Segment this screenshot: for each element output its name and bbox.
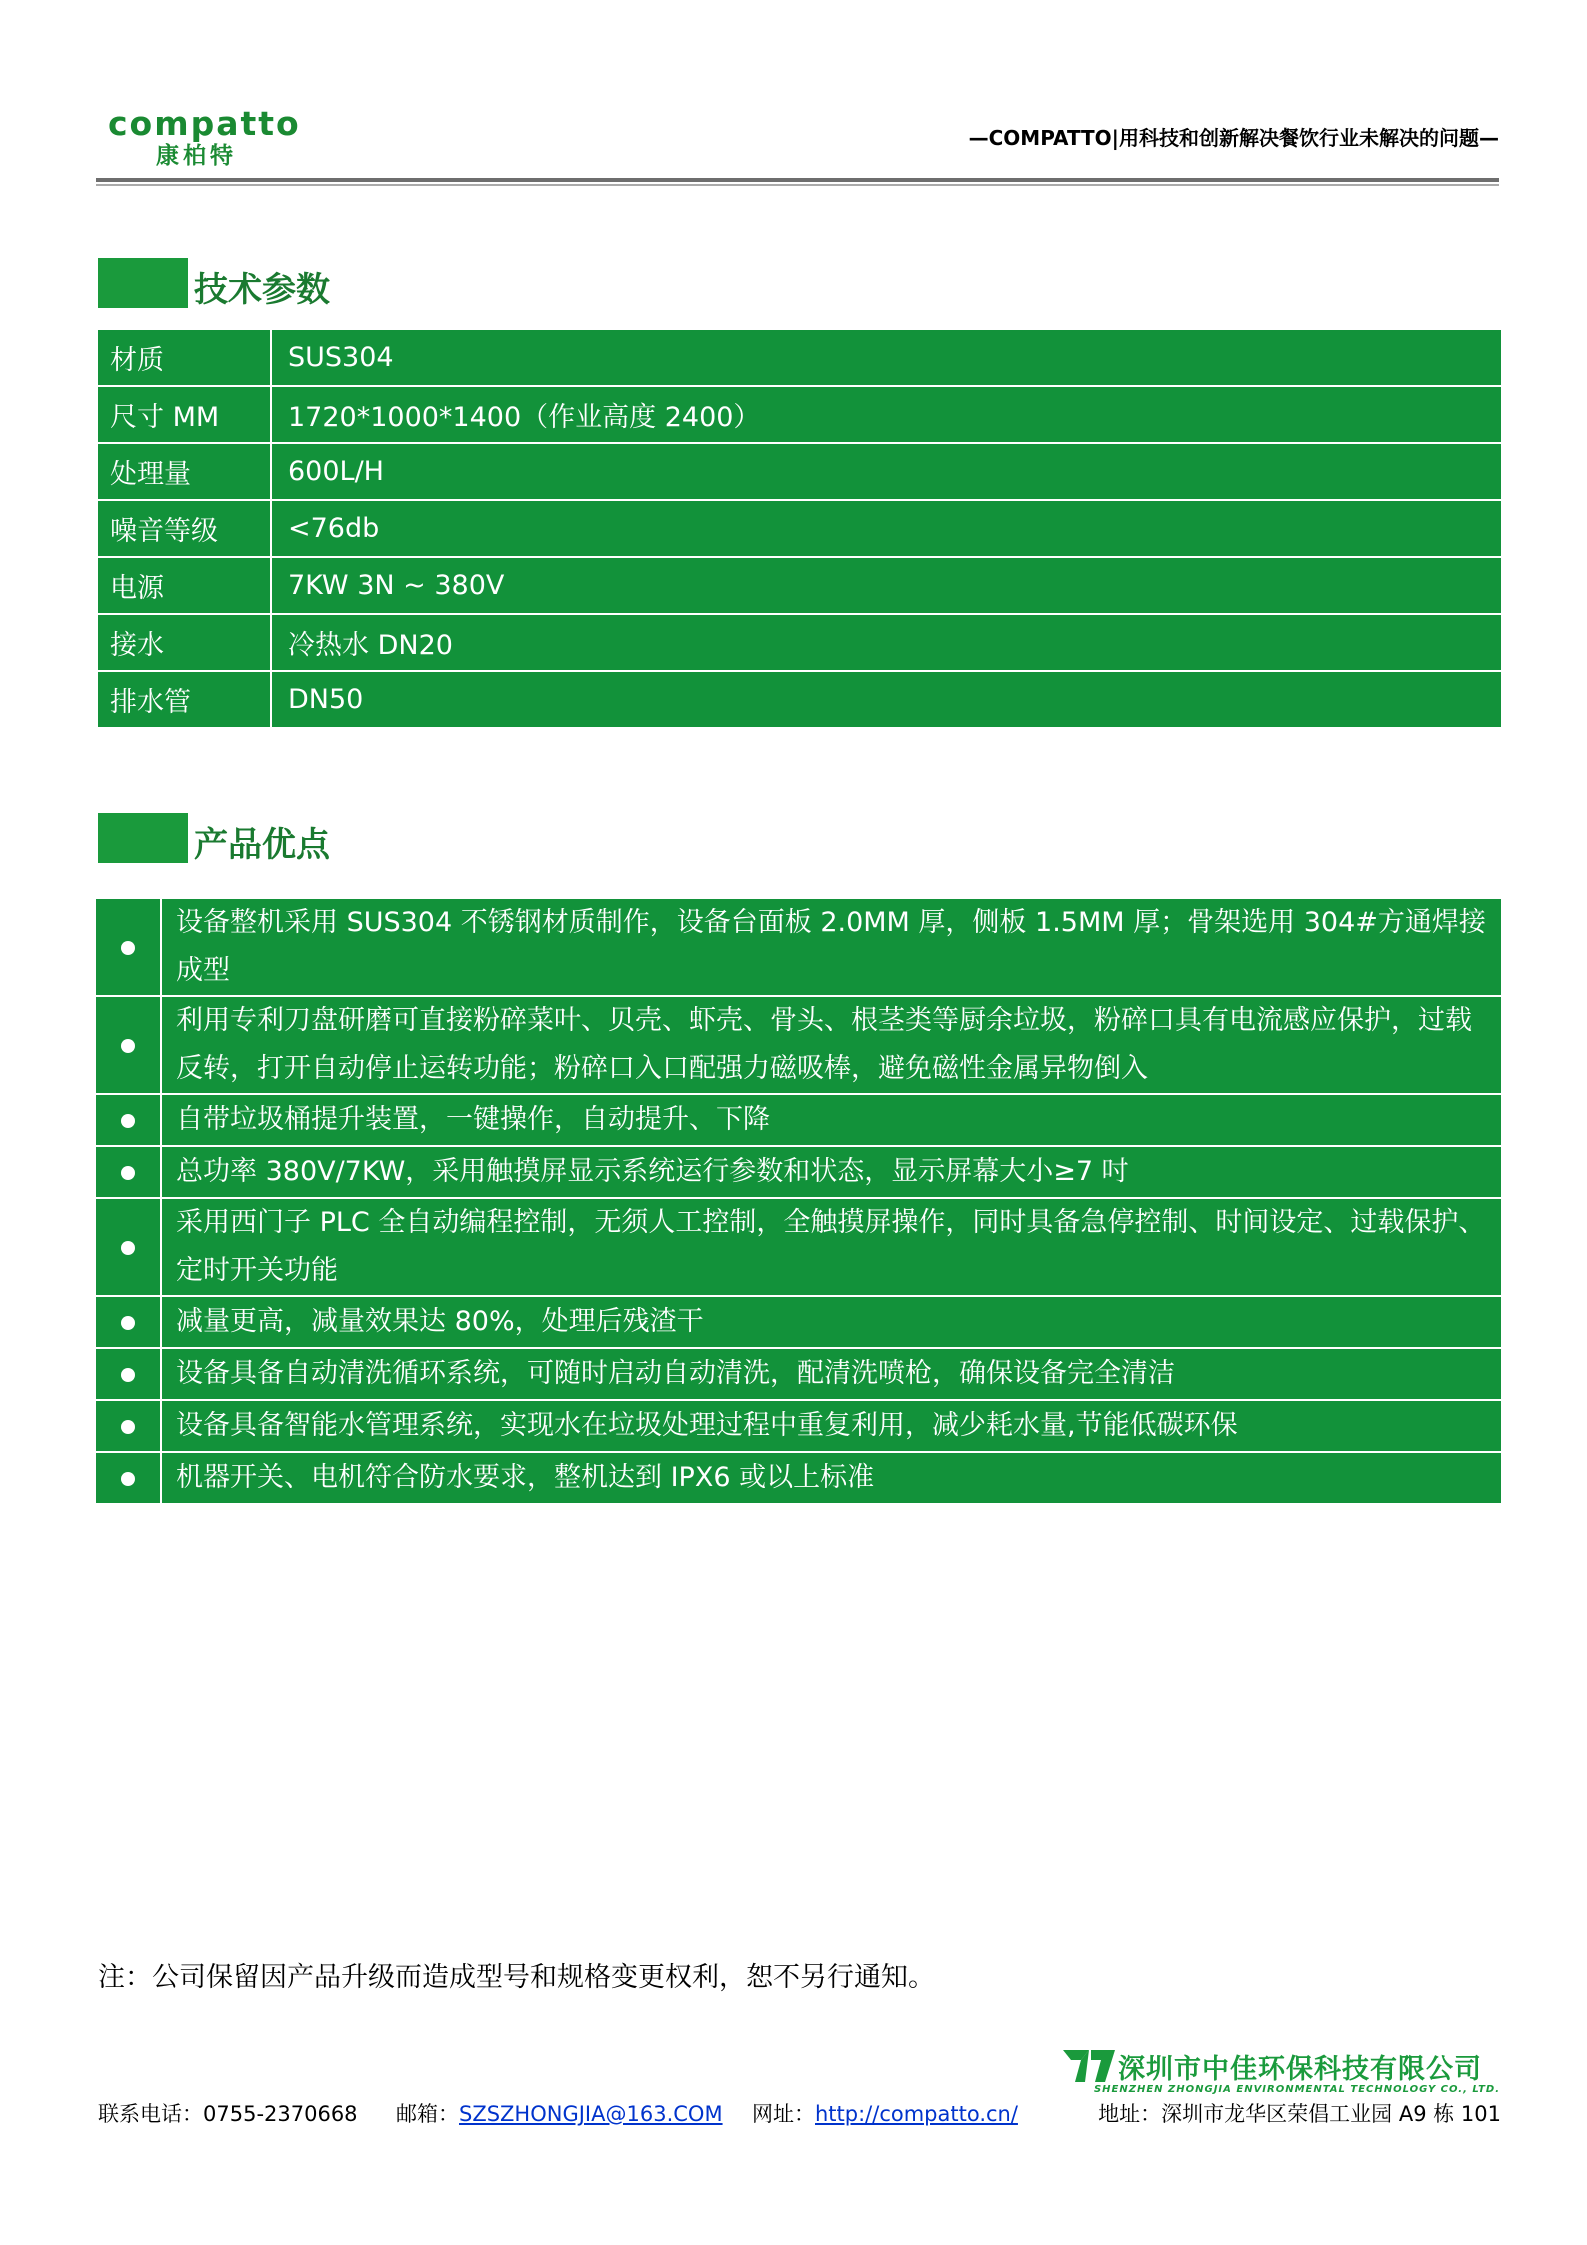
spec-value: 7KW 3N ~ 380V <box>271 557 1501 614</box>
company-name-en: SHENZHEN ZHONGJIA ENVIRONMENTAL TECHNOLOGY CO., LTD. <box>1093 2084 1500 2095</box>
specs-section-title: 技术参数 <box>194 270 330 310</box>
header-divider <box>96 178 1499 182</box>
bullet-icon <box>121 1316 135 1330</box>
spec-value: DN50 <box>271 671 1501 728</box>
company-mark-icon <box>1058 2046 1118 2086</box>
address-text: 深圳市龙华区荣倡工业园 A9 栋 101 <box>1161 2102 1501 2126</box>
list-item <box>96 1296 1501 1348</box>
bullet-icon <box>121 1368 135 1382</box>
spec-key: 接水 <box>98 614 271 671</box>
spec-value: 600L/H <box>271 443 1501 500</box>
table-row <box>98 443 1501 500</box>
list-item <box>96 1348 1501 1400</box>
disclaimer-note: 注：公司保留因产品升级而造成型号和规格变更权利，恕不另行通知。 <box>98 1962 935 1993</box>
footer-website <box>752 2098 1018 2128</box>
advantage-text: 自带垃圾桶提升装置，一键操作，自动提升、下降 <box>161 1094 1501 1146</box>
bullet-icon <box>121 941 135 955</box>
spec-key: 材质 <box>98 330 271 386</box>
company-name-cn: 深圳市中佳环保科技有限公司 <box>1118 2053 1482 2085</box>
header-divider-thin <box>96 184 1499 186</box>
bullet-cell <box>96 1452 161 1504</box>
section-marker <box>98 813 188 863</box>
bullet-icon <box>121 1472 135 1486</box>
footer-email <box>396 2098 723 2128</box>
bullet-cell <box>96 1296 161 1348</box>
address-label: 地址： <box>1098 2102 1162 2126</box>
bullet-icon <box>121 1114 135 1128</box>
bullet-cell <box>96 1198 161 1296</box>
advantage-text: 利用专利刀盘研磨可直接粉碎菜叶、贝壳、虾壳、骨头、根茎类等厨余垃圾，粉碎口具有电流感应保护，过载反转，打开自动停止运转功能；粉碎口入口配强力磁吸棒，避免磁性金属异物倒入 <box>161 996 1501 1094</box>
bullet-icon <box>121 1166 135 1180</box>
website-link[interactable]: http://compatto.cn/ <box>815 2102 1018 2126</box>
table-row <box>98 557 1501 614</box>
table-row <box>98 500 1501 557</box>
website-label: 网址： <box>752 2102 815 2126</box>
bullet-icon <box>121 1241 135 1255</box>
list-item <box>96 1452 1501 1504</box>
spec-value: SUS304 <box>271 330 1501 386</box>
advantage-text: 设备整机采用 SUS304 不锈钢材质制作，设备台面板 2.0MM 厚，侧板 1.5MM 厚；骨架选用 304#方通焊接成型 <box>161 899 1501 996</box>
company-logo <box>1058 2046 1500 2095</box>
zj-mark-icon <box>1059 2046 1117 2086</box>
email-label: 邮箱： <box>396 2102 459 2126</box>
footer-address <box>1098 2098 1501 2128</box>
spec-key: 尺寸 MM <box>98 386 271 443</box>
spec-value: 1720*1000*1400（作业高度 2400） <box>271 386 1501 443</box>
advantages-table <box>96 899 1501 1505</box>
list-item <box>96 1094 1501 1146</box>
spec-value: <76db <box>271 500 1501 557</box>
header-tagline: —COMPATTO|用科技和创新解决餐饮行业未解决的问题— <box>968 126 1499 150</box>
footer-phone <box>98 2098 358 2128</box>
compatto-logo <box>108 104 301 170</box>
list-item <box>96 1400 1501 1452</box>
table-row <box>98 614 1501 671</box>
advantage-text: 减量更高，减量效果达 80%，处理后残渣干 <box>161 1296 1501 1348</box>
table-row <box>98 330 1501 386</box>
logo-text-en: compatto <box>108 104 301 143</box>
list-item <box>96 996 1501 1094</box>
phone-label: 联系电话： <box>98 2102 203 2126</box>
section-marker <box>98 258 188 308</box>
advantage-text: 总功率 380V/7KW，采用触摸屏显示系统运行参数和状态，显示屏幕大小≥7 吋 <box>161 1146 1501 1198</box>
bullet-cell <box>96 1348 161 1400</box>
advantage-text: 机器开关、电机符合防水要求，整机达到 IPX6 或以上标准 <box>161 1452 1501 1504</box>
bullet-cell <box>96 996 161 1094</box>
table-row <box>98 386 1501 443</box>
list-item <box>96 1146 1501 1198</box>
spec-key: 电源 <box>98 557 271 614</box>
specs-table <box>98 330 1501 729</box>
phone-number: 0755-2370668 <box>203 2102 358 2126</box>
bullet-cell <box>96 1094 161 1146</box>
logo-text-cn: 康柏特 <box>156 143 237 169</box>
advantages-section-title: 产品优点 <box>194 825 330 865</box>
spec-value: 冷热水 DN20 <box>271 614 1501 671</box>
list-item <box>96 899 1501 996</box>
email-link[interactable]: SZSZHONGJIA@163.COM <box>459 2102 723 2126</box>
bullet-cell <box>96 1146 161 1198</box>
advantage-text: 设备具备智能水管理系统，实现水在垃圾处理过程中重复利用，减少耗水量,节能低碳环保 <box>161 1400 1501 1452</box>
advantage-text: 采用西门子 PLC 全自动编程控制，无须人工控制，全触摸屏操作，同时具备急停控制、时间设定、过载保护、定时开关功能 <box>161 1198 1501 1296</box>
bullet-cell <box>96 1400 161 1452</box>
bullet-cell <box>96 899 161 996</box>
spec-key: 噪音等级 <box>98 500 271 557</box>
bullet-icon <box>121 1420 135 1434</box>
spec-key: 处理量 <box>98 443 271 500</box>
spec-key: 排水管 <box>98 671 271 728</box>
list-item <box>96 1198 1501 1296</box>
bullet-icon <box>121 1039 135 1053</box>
table-row <box>98 671 1501 728</box>
advantage-text: 设备具备自动清洗循环系统，可随时启动自动清洗，配清洗喷枪，确保设备完全清洁 <box>161 1348 1501 1400</box>
